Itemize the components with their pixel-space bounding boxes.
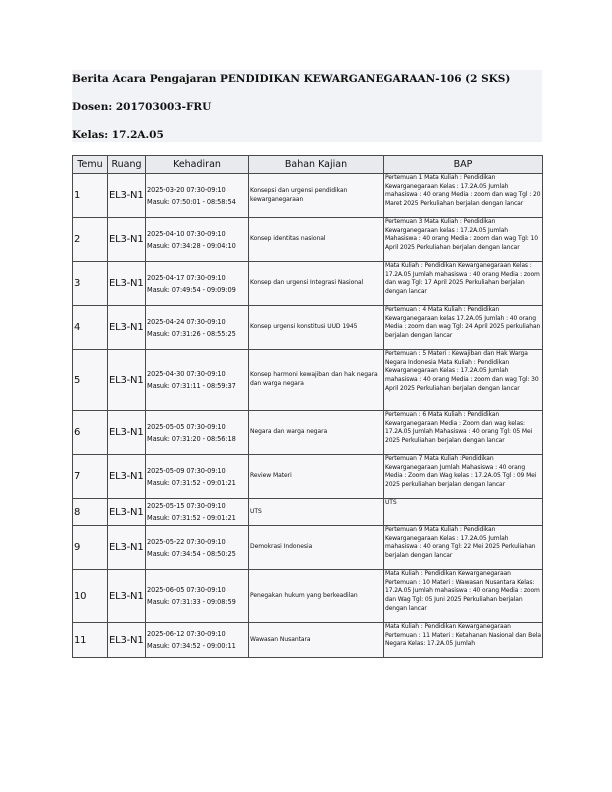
kehadiran-cell	[146, 411, 249, 455]
jadwal-text: 2025-04-10 07:30-09:10	[147, 229, 226, 238]
bahan-kajian-cell: Konsep harmoni kewajiban dan hak negara dan warga negara	[249, 350, 384, 411]
jadwal-text: 2025-04-24 07:30-09:10	[147, 317, 226, 326]
table-row	[73, 623, 543, 658]
table-body	[73, 174, 543, 658]
jadwal-text: 2025-05-09 07:30-09:10	[147, 466, 226, 475]
document-title: Berita Acara Pengajaran PENDIDIKAN KEWARGANEGARAAN-106 (2 SKS)	[72, 73, 511, 85]
masuk-text: Masuk: 07:31:20 - 08:56:18	[147, 434, 236, 443]
masuk-text: Masuk: 07:31:33 - 09:08:59	[147, 598, 236, 606]
table-row	[73, 174, 543, 218]
bahan-kajian-cell: Konsep dan urgensi Integrasi Nasional	[249, 262, 384, 306]
temu-cell: 4	[73, 306, 108, 350]
jadwal-text: 2025-05-15 07:30-09:10	[147, 502, 226, 510]
bap-cell: Pertemuan : 6 Mata Kuliah : Pendidikan Kewarganegaraan Media : Zoom dan wag kelas: 17.2A.05 Jumlah Mahasiswa : 40 orang Tgl: 05 Mei 2025 Perkuliahan berjalan dengan lancar	[384, 411, 543, 455]
jadwal-text: 2025-05-05 07:30-09:10	[147, 422, 226, 431]
ruang-cell: EL3-N1	[108, 526, 146, 570]
temu-cell: 9	[73, 526, 108, 570]
bahan-kajian-cell: Konsepsi dan urgensi pendidikan kewarganegaraan	[249, 174, 384, 218]
kehadiran-cell	[146, 262, 249, 306]
jadwal-text: 2025-03-20 07:30-09:10	[147, 185, 226, 194]
ruang-cell: EL3-N1	[108, 455, 146, 499]
table-row	[73, 306, 543, 350]
table-row	[73, 570, 543, 623]
bahan-kajian-cell: Wawasan Nusantara	[249, 623, 384, 658]
temu-cell: 1	[73, 174, 108, 218]
table-row	[73, 411, 543, 455]
temu-cell: 10	[73, 570, 108, 623]
jadwal-text: 2025-05-22 07:30-09:10	[147, 537, 226, 546]
masuk-text: Masuk: 07:34:54 - 08:50:25	[147, 549, 236, 558]
kehadiran-cell	[146, 306, 249, 350]
table-row	[73, 455, 543, 499]
masuk-text: Masuk: 07:49:54 - 09:09:09	[147, 285, 236, 294]
bap-cell: Pertemuan : 4 Mata Kuliah : Pendidikan Kewarganegaraan kelas 17.2A.05 Jumlah : 40 orang Media : zoom dan wag Tgl: 24 April 2025 perkuliahan berjalan dengan lancar	[384, 306, 543, 350]
temu-cell: 7	[73, 455, 108, 499]
bahan-kajian-cell: Demokrasi Indonesia	[249, 526, 384, 570]
masuk-text: Masuk: 07:31:52 - 09:01:21	[147, 514, 236, 522]
table-header-row	[73, 156, 543, 174]
bap-cell: UTS	[384, 499, 543, 526]
temu-cell: 5	[73, 350, 108, 411]
table-row	[73, 499, 543, 526]
bap-cell: Pertemuan 1 Mata Kuliah : Pendidikan Kewarganegaraan Kelas : 17.2A.05 Jumlah mahasiswa : 40 orang Media : zoom dan wag Tgl : 20 Maret 2025 Perkuliahan berjalan dengan lancar	[384, 174, 543, 218]
kehadiran-cell	[146, 350, 249, 411]
masuk-text: Masuk: 07:50:01 - 08:58:54	[147, 197, 236, 206]
document-header	[72, 70, 542, 142]
bap-cell: Mata Kuliah : Pendidikan Kewarganegaraan Pertemuan : 11 Materi : Ketahanan Nasional dan Bela Negara Kelas: 17.2A.05 Jumlah	[384, 623, 543, 658]
column-header-bap: BAP	[384, 156, 543, 174]
masuk-text: Masuk: 07:34:28 - 09:04:10	[147, 241, 236, 250]
bahan-kajian-cell: Review Materi	[249, 455, 384, 499]
bap-cell: Mata Kuliah : Pendidikan Kewarganegaraan Pertemuan : 10 Materi : Wawasan Nusantara Kelas: 17.2A.05 Jumlah mahasiswa : 40 orang Media : zoom dan Wag Tgl: 05 Juni 2025 Perkuliahan berjalan dengan lancar	[384, 570, 543, 623]
bahan-kajian-cell: UTS	[249, 499, 384, 526]
masuk-text: Masuk: 07:31:11 - 08:59:37	[147, 382, 236, 390]
ruang-cell: EL3-N1	[108, 411, 146, 455]
ruang-cell: EL3-N1	[108, 350, 146, 411]
kehadiran-cell	[146, 499, 249, 526]
table-row	[73, 218, 543, 262]
bahan-kajian-cell: Penegakan hukum yang berkeadilan	[249, 570, 384, 623]
jadwal-text: 2025-06-05 07:30-09:10	[147, 586, 226, 594]
table-row	[73, 262, 543, 306]
bahan-kajian-cell: Konsep urgensi konstitusi UUD 1945	[249, 306, 384, 350]
kehadiran-cell	[146, 455, 249, 499]
kehadiran-cell	[146, 174, 249, 218]
kelas-label: Kelas: 17.2A.05	[72, 129, 164, 141]
bap-cell: Mata Kuliah : Pendidikan Kewarganegaraan Kelas : 17.2A.05 Jumlah mahasiswa : 40 orang Media : zoom dan wag Tgl: 17 April 2025 Perkuliahan berjalan dengan lancar	[384, 262, 543, 306]
bahan-kajian-cell: Konsep identitas nasional	[249, 218, 384, 262]
column-header-ruang: Ruang	[108, 156, 146, 174]
column-header-temu: Temu	[73, 156, 108, 174]
temu-cell: 11	[73, 623, 108, 658]
column-header-bahan-kajian: Bahan Kajian	[249, 156, 384, 174]
kehadiran-cell	[146, 526, 249, 570]
table-row	[73, 350, 543, 411]
ruang-cell: EL3-N1	[108, 623, 146, 658]
masuk-text: Masuk: 07:34:52 - 09:00:11	[147, 642, 236, 650]
ruang-cell: EL3-N1	[108, 306, 146, 350]
ruang-cell: EL3-N1	[108, 262, 146, 306]
masuk-text: Masuk: 07:31:26 - 08:55:25	[147, 329, 236, 338]
temu-cell: 8	[73, 499, 108, 526]
temu-cell: 3	[73, 262, 108, 306]
ruang-cell: EL3-N1	[108, 499, 146, 526]
temu-cell: 2	[73, 218, 108, 262]
column-header-kehadiran: Kehadiran	[146, 156, 249, 174]
bap-cell: Pertemuan 3 Mata Kuliah : Pendidikan Kewarganegaraan kelas : 17.2A.05 Jumlah Mahasiswa : 40 orang Media : zoom dan wag Tgl: 10 April 2025 Perkuliahan berjalan dengan lancar	[384, 218, 543, 262]
jadwal-text: 2025-04-17 07:30-09:10	[147, 273, 226, 282]
ruang-cell: EL3-N1	[108, 570, 146, 623]
kehadiran-cell	[146, 218, 249, 262]
temu-cell: 6	[73, 411, 108, 455]
kehadiran-cell	[146, 570, 249, 623]
attendance-table	[72, 155, 543, 658]
dosen-label: Dosen: 201703003-FRU	[72, 101, 212, 113]
bap-cell: Pertemuan 9 Mata Kuliah : Pendidikan Kewarganegaraan Kelas : 17.2A.05 Jumlah mahasiswa : 40 orang Tgl: 22 Mei 2025 Perkuliahan berjalan dengan lancar	[384, 526, 543, 570]
ruang-cell: EL3-N1	[108, 218, 146, 262]
masuk-text: Masuk: 07:31:52 - 09:01:21	[147, 478, 236, 487]
kehadiran-cell	[146, 623, 249, 658]
bap-cell: Pertemuan 7 Mata Kuliah :Pendidikan Kewarganegaraan Jumlah Mahasiswa : 40 orang Media : Zoom dan Wag kelas : 17.2A.05 Tgl : 09 Mei 2025 perkuliahan berjalan dengan lancar	[384, 455, 543, 499]
ruang-cell: EL3-N1	[108, 174, 146, 218]
bap-cell: Pertemuan : 5 Materi : Kewajiban dan Hak Warga Negara Indonesia Mata Kuliah : Pendidikan Kewarganegaraan Kelas : 17.2A.05 Jumlah mahasiswa : 40 orang Media : zoom dan wag Tgl: 30 April 2025 Perkuliahan berjalan dengan lancar	[384, 350, 543, 411]
jadwal-text: 2025-04-30 07:30-09:10	[147, 370, 226, 378]
table-row	[73, 526, 543, 570]
jadwal-text: 2025-06-12 07:30-09:10	[147, 630, 226, 638]
bahan-kajian-cell: Negara dan warga negara	[249, 411, 384, 455]
